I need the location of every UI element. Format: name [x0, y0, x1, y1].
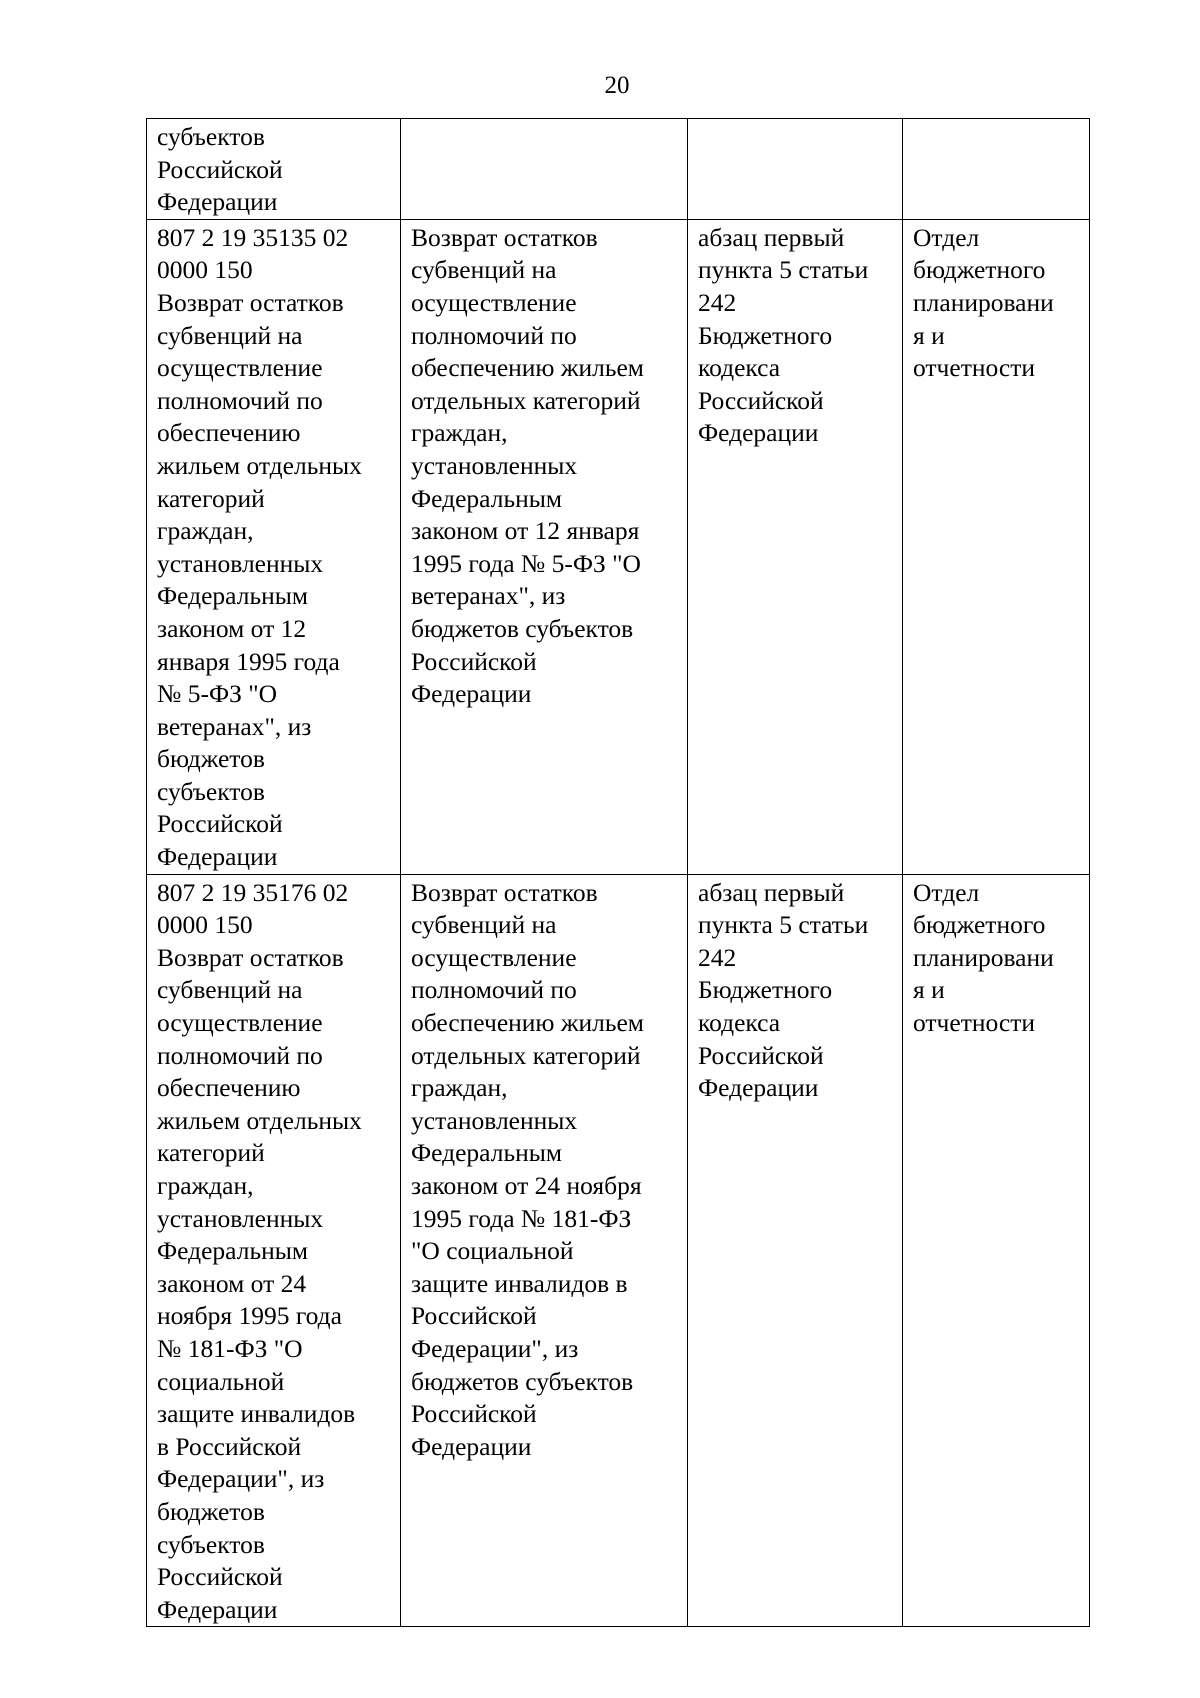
cell-legal-basis: абзац первый пункта 5 статьи 242 Бюджетного кодекса Российской Федерации	[688, 874, 903, 1627]
table-row-continuation	[147, 119, 1090, 220]
cell-name	[401, 119, 688, 220]
cell-department: Отдел бюджетного планировани я и отчетности	[903, 874, 1090, 1627]
cell-department: Отдел бюджетного планировани я и отчетности	[903, 219, 1090, 874]
cell-code-description: 807 2 19 35135 02 0000 150 Возврат остатков субвенций на осуществление полномочий по обеспечению жильем отдельных категорий граждан, установленных Федеральным законом от 12 января 1995 года № 5-ФЗ "О ветеранах", из бюджетов субъектов Российской Федерации	[147, 219, 401, 874]
cell-name: Возврат остатков субвенций на осуществление полномочий по обеспечению жильем отдельных категорий граждан, установленных Федеральным законом от 12 января 1995 года № 5-ФЗ "О ветеранах", из бюджетов субъектов Российской Федерации	[401, 219, 688, 874]
document-table	[146, 118, 1090, 1627]
cell-legal-basis: абзац первый пункта 5 статьи 242 Бюджетного кодекса Российской Федерации	[688, 219, 903, 874]
table-row-35135	[147, 219, 1090, 874]
cell-legal-basis	[688, 119, 903, 220]
cell-code-description: 807 2 19 35176 02 0000 150 Возврат остатков субвенций на осуществление полномочий по обеспечению жильем отдельных категорий граждан, установленных Федеральным законом от 24 ноября 1995 года № 181-ФЗ "О социальной защите инвалидов в Российской Федерации", из бюджетов субъектов Российской Федерации	[147, 874, 401, 1627]
cell-department	[903, 119, 1090, 220]
table-row-35176	[147, 874, 1090, 1627]
cell-name: Возврат остатков субвенций на осуществление полномочий по обеспечению жильем отдельных категорий граждан, установленных Федеральным законом от 24 ноября 1995 года № 181-ФЗ "О социальной защите инвалидов в Российской Федерации", из бюджетов субъектов Российской Федерации	[401, 874, 688, 1627]
page-number: 20	[604, 72, 630, 99]
cell-code-description: субъектов Российской Федерации	[147, 119, 401, 220]
